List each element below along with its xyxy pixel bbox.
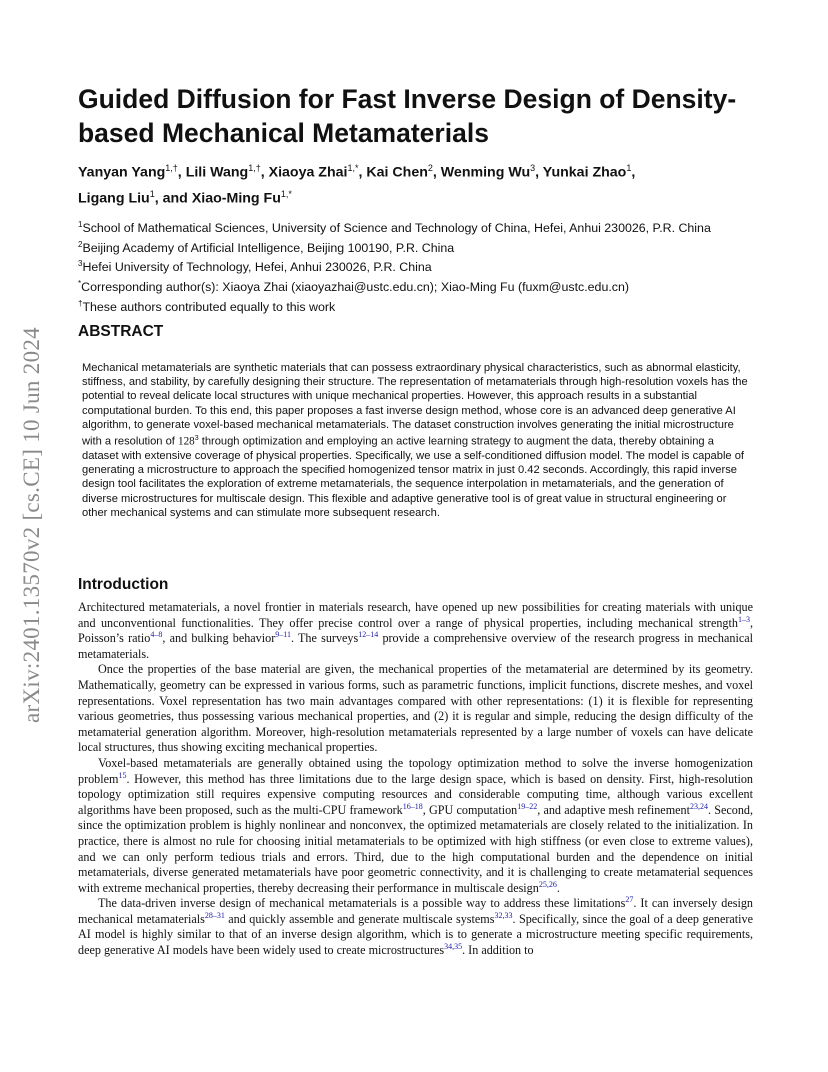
affiliation-text: Corresponding author(s): Xiaoya Zhai (xiaoyazhai@ustc.edu.cn); Xiao-Ming Fu (fuxm@ustc.edu.cn) <box>81 280 629 295</box>
paragraph-text: and quickly assemble and generate multiscale systems <box>224 911 495 926</box>
equal-contribution-note <box>78 296 768 316</box>
author-name: Ligang Liu <box>78 190 150 207</box>
paragraph-text: , and adaptive mesh refinement <box>537 802 690 817</box>
citation-link[interactable]: 15 <box>118 770 127 780</box>
paragraph-text: . <box>556 880 560 895</box>
author-name: Wenming Wu <box>440 164 531 181</box>
body-paragraph <box>78 662 753 756</box>
paragraph-text: . However, this method has three limitations due to the large design space, which is based on density. First, high-resolution topology optimization still requires expensive computing resources and considerable computing time, although various excellent algorithms have been proposed, such as the multi-CPU framework <box>78 771 753 817</box>
citation-link[interactable]: 28–31 <box>204 910 225 920</box>
abstract-part: Mechanical metamaterials are synthetic materials that can possess extraordinary physical characteristics, such as abnormal elasticity, stiffness, and stability, by carefully designing their structure. The representation of metamaterials through high-resolution voxels has the potential to reveal delicate local structures with unique mechanical properties. However, this approach results in a substantial computational burden. To this end, this paper proposes a fast inverse design method, whose core is an advanced deep generative AI algorithm, to generate voxel-based mechanical metamaterials. The dataset construction involves generating the initial microstructure with a resolution of <box>82 362 748 448</box>
citation-link[interactable]: 32,33 <box>494 910 513 920</box>
affiliation <box>78 237 768 257</box>
paragraph-text: provide a comprehensive overview of the research progress in mechanical metamaterials. <box>78 631 753 661</box>
citation-link[interactable]: 4–8 <box>150 630 163 640</box>
paragraph-text: The data-driven inverse design of mechanical metamaterials is a possible way to address these limitations <box>98 896 626 911</box>
paragraph-text: , Poisson’s ratio <box>78 615 753 646</box>
paragraph-text: , and bulking behavior <box>162 631 276 646</box>
citation-link[interactable]: 1–3 <box>737 614 750 624</box>
affiliation-text: These authors contributed equally to this work <box>82 300 336 314</box>
citation-link[interactable]: 23,24 <box>689 801 708 811</box>
citation-link[interactable]: 25,26 <box>538 879 557 889</box>
abstract-text <box>82 361 750 520</box>
author-affiliation-mark: 3 <box>530 163 536 173</box>
affiliation-list <box>78 217 768 316</box>
author-affiliation-mark: 1 <box>626 163 632 173</box>
affiliation-mark: 2 <box>78 239 83 249</box>
paragraph-text: . It can inversely design mechanical metamaterials <box>78 896 754 926</box>
affiliation-mark: 1 <box>78 220 83 229</box>
author-name: Xiao-Ming Fu <box>191 190 281 207</box>
body-paragraph <box>78 600 753 662</box>
affiliation-mark: * <box>78 279 82 289</box>
paragraph-text: Once the properties of the base material are given, the mechanical properties of the metamaterial are determined by its geometry. Mathematically, geometry can be expressed in various forms, such as parametric functions, implicit functions, discrete meshes, and voxel representations. Voxel representation has two main advantages compared with other representations: (1) it is flexible for representing various geometries, thus possessing various mechanical properties, and (2) it is regular and simple, reducing the design difficulty of the metamaterial generation algorithm. Moreover, high-resolution metamaterials represented by a large number of voxels can have delicate local structures, thus showing exciting mechanical properties. <box>78 662 753 755</box>
corresponding-author <box>78 276 768 296</box>
paragraph-text: Architectured metamaterials, a novel frontier in materials research, have opened up new possibilities for creating materials with unique and unconventional functionalities. They offer precise control over a range of physical properties, including mechanical strength <box>78 600 753 630</box>
affiliation <box>78 217 768 237</box>
author-affiliation-mark: 2 <box>427 163 433 173</box>
paragraph-text: . Specifically, since the goal of a deep generative AI model is highly similar to that of an inverse design algorithm, which is to generate a microstructure meeting specific requirements, deep generative AI models have been widely used to create microstructures <box>78 911 754 958</box>
paragraph-text: , GPU computation <box>422 802 518 817</box>
resolution-base: 128 <box>178 435 195 448</box>
citation-link[interactable]: 34,35 <box>444 942 463 952</box>
author-affiliation-mark: 1,* <box>347 163 359 173</box>
author-affiliation-mark: 1,* <box>280 188 292 199</box>
affiliation-mark: 3 <box>78 259 83 269</box>
citation-link[interactable]: 12–14 <box>358 630 379 640</box>
abstract-heading: ABSTRACT <box>78 323 164 340</box>
author-name: Kai Chen <box>366 164 428 181</box>
paper-title: Guided Diffusion for Fast Inverse Design of Density-based Mechanical Metamaterials <box>78 84 737 148</box>
author-affiliation-mark: 1 <box>149 188 155 199</box>
citation-link[interactable]: 27 <box>625 895 634 905</box>
author-list: Yanyan Yang$^{1,\dagger}$, Lili Wang$^{1,\dagger}$, Xiaoya Zhai$^{1,*}$, Kai Chen$^2$, Wenming Wu$^3$, Yunkai Zhao$^1$, Ligang Liu$^1$, and Xiao-Ming $Fu^{1,*}$ <box>78 163 636 207</box>
affiliation <box>78 256 768 276</box>
affiliation-text: School of Mathematical Sciences, University of Science and Technology of China, Hefei, Anhui 230026, P.R. China <box>82 221 711 236</box>
introduction-body <box>78 600 753 959</box>
body-paragraph <box>78 756 753 896</box>
arxiv-sidebar <box>10 290 54 760</box>
introduction-heading: Introduction <box>78 576 169 593</box>
affiliation-text: Hefei University of Technology, Hefei, Anhui 230026, P.R. China <box>82 260 432 275</box>
body-paragraph <box>78 896 753 958</box>
resolution-exponent: 3 <box>194 435 199 443</box>
paragraph-text: . In addition to <box>462 943 534 958</box>
author-conjunction: and <box>162 190 188 207</box>
arxiv-identifier: arXiv:2401.13570v2 [cs.CE] 10 Jun 2024 <box>19 327 44 723</box>
author-name: Lili Wang <box>185 164 249 181</box>
paragraph-text: Voxel-based metamaterials are generally obtained using the topology optimization method to solve the inverse homogenization problem <box>78 755 753 786</box>
author-affiliation-mark: 1,† <box>248 163 261 173</box>
affiliation-mark: † <box>78 298 83 308</box>
citation-link[interactable]: 9–11 <box>275 630 291 640</box>
paragraph-text: . The surveys <box>290 631 359 646</box>
citation-link[interactable]: 16–18 <box>402 801 423 811</box>
author-name: Yanyan Yang <box>78 164 166 181</box>
affiliation-text: Beijing Academy of Artificial Intelligence, Beijing 100190, P.R. China <box>82 240 455 255</box>
paragraph-text: . Second, since the optimization problem is highly nonlinear and nonconvex, the optimized metamaterials are closely related to the initialization. In practice, there is almost no rule for choosing initial metamaterials to be optimized with high stiffness (or even close to extreme values), and we can only perform tedious trials and errors. Third, due to the high computational burden and the dependence on initial metamaterials, diverse generated metamaterials have poor geometric connectivity, and it is challenging to create metamaterial sequences with extreme mechanical properties, thereby decreasing their performance in multiscale design <box>78 802 753 895</box>
author-name: Xiaoya Zhai <box>268 164 348 181</box>
author-name: Yunkai Zhao <box>542 164 627 181</box>
author-affiliation-mark: 1,† <box>165 163 178 173</box>
citation-link[interactable]: 19–22 <box>517 801 538 811</box>
abstract-part: through optimization and employing an active learning strategy to augment the data, thereby obtaining a dataset with extensive coverage of physical properties. Specifically, we use a self-conditioned diffusion model. The model is capable of generating a microstructure to approach the specified homogenized tensor matrix in just 0.42 seconds. Accordingly, this rapid inverse design tool facilitates the exploration of extreme metamaterials, the sequence interpolation in metamaterials, and the generation of diverse microstructures for multiscale design. This flexible and adaptive generative tool is of great value in structural engineering or other mechanical systems and can stimulate more subsequent research. <box>82 435 744 519</box>
